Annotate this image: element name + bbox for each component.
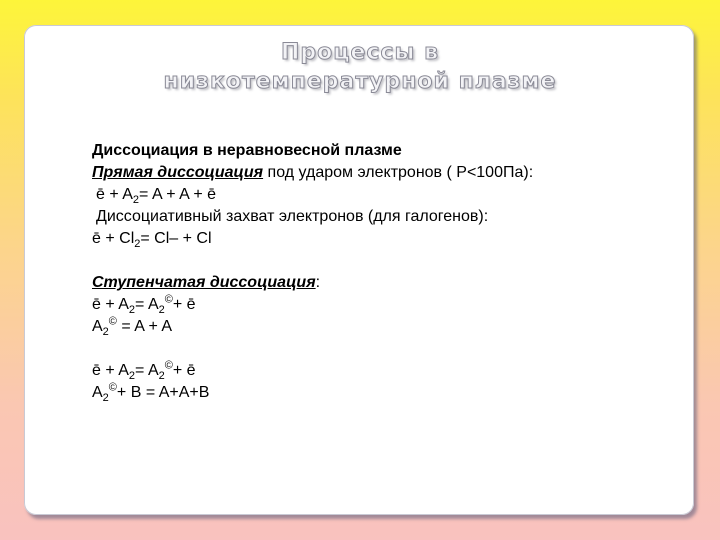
stepwise-dissociation-line <box>92 272 652 294</box>
slide-title-line-1: Процессы в <box>280 40 440 65</box>
section-heading: Диссоциация в неравновесной плазме <box>92 142 402 159</box>
slide-body <box>92 140 652 404</box>
stepwise-colon: : <box>315 274 321 291</box>
stepwise-dissociation-label: Ступенчатая диссоциация <box>92 274 316 291</box>
direct-dissociation-line <box>92 162 652 184</box>
equation-direct: ē + $A_2= A + A$ + ē <box>96 186 217 207</box>
direct-dissociation-condition: под ударом электронов ( P<100Па): <box>263 164 534 181</box>
equation-stepwise-4: $A_2©+ B = A+A+B$ <box>92 381 210 405</box>
equation-stepwise-3: ē + $A_2= A_2©+$ ē <box>92 359 196 383</box>
direct-dissociation-label: Прямая диссоциация <box>92 164 264 181</box>
equation-stepwise-2: $A_2© = A + A$ <box>92 315 173 339</box>
equation-capture: ē + $Cl_2= Cl- + Cl$ <box>92 230 212 251</box>
electron-capture-heading: Диссоциативный захват электронов (для галогенов): <box>96 208 489 225</box>
slide-title-line-2: низкотемпературной плазме <box>163 69 557 94</box>
equation-stepwise-1: ē + $A_2= A_2©+$ ē <box>92 293 196 317</box>
